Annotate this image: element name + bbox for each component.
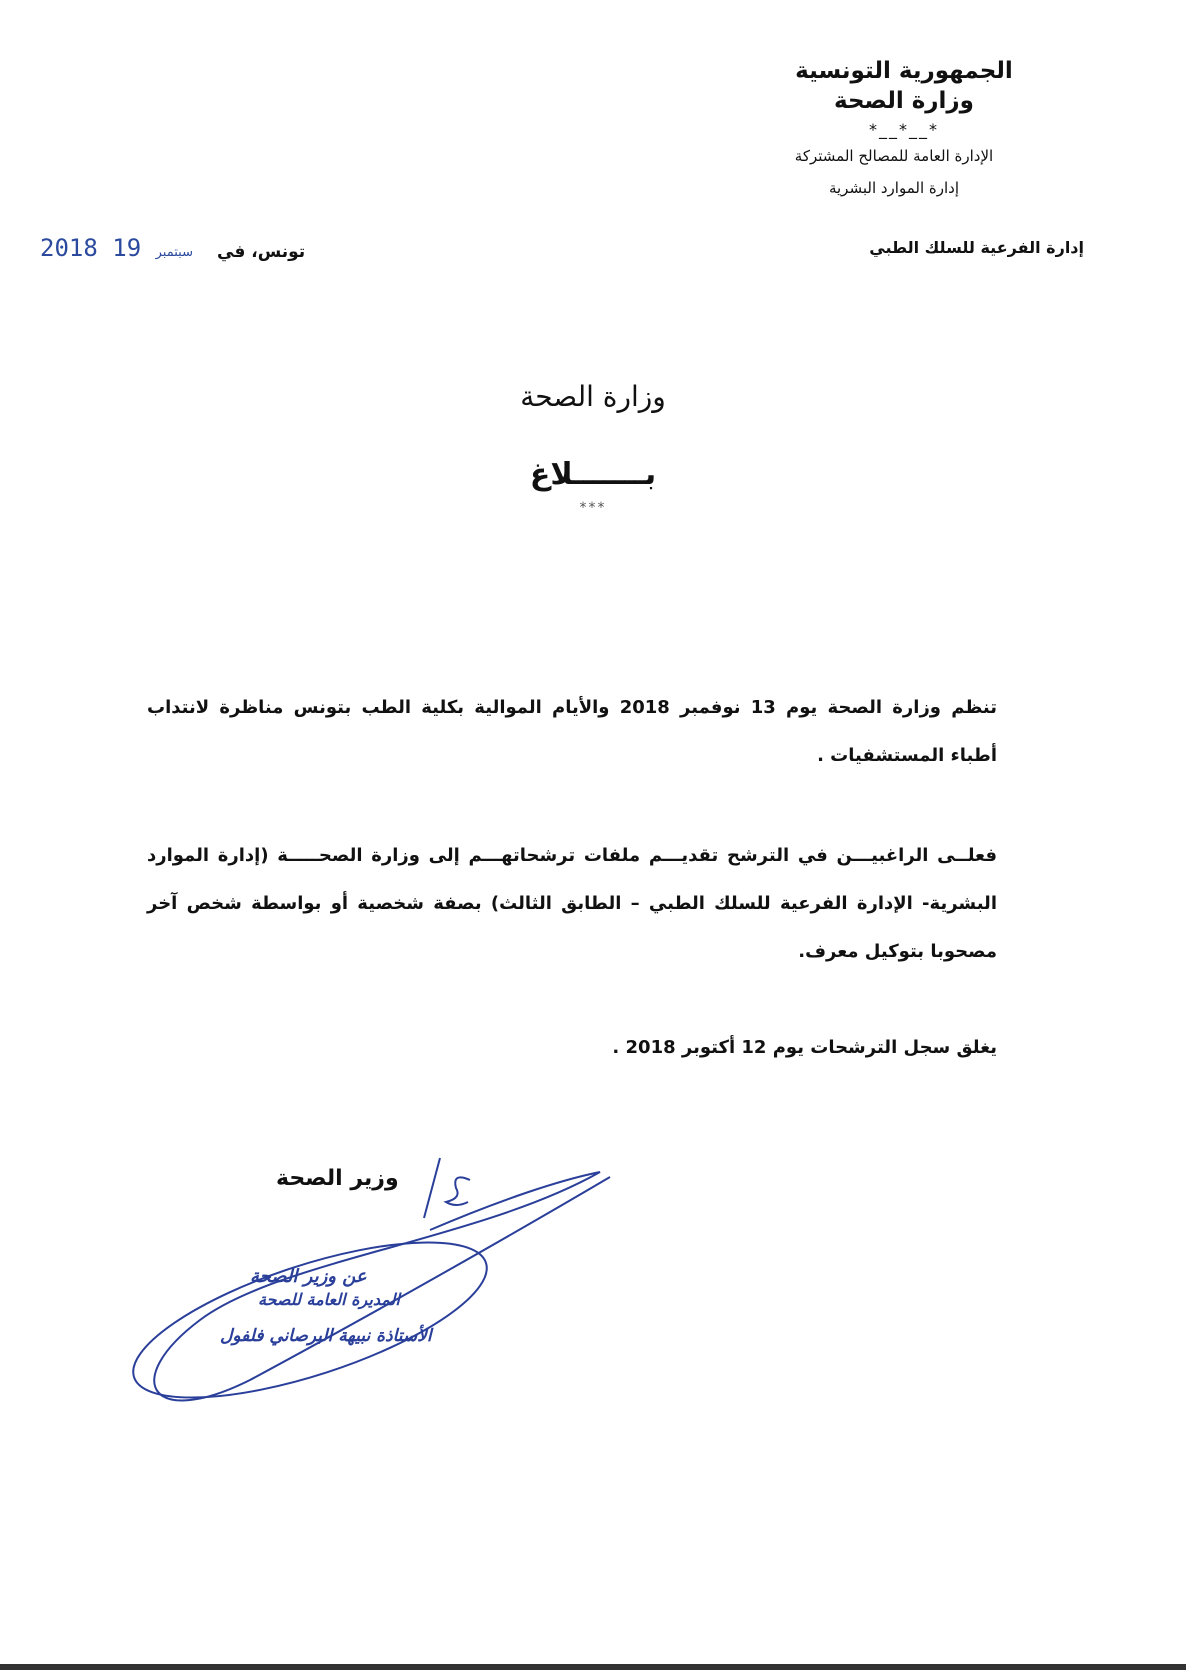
hr-directorate: إدارة الموارد البشرية <box>828 179 960 197</box>
stamp-line-1: عن وزير الصحة <box>250 1266 367 1287</box>
ministry-name: وزارة الصحة <box>834 88 974 114</box>
place-label: تونس، في <box>217 242 306 262</box>
republic-name: الجمهورية التونسية <box>795 58 1013 84</box>
date-stamp-year: 2018 <box>40 234 98 262</box>
signature-oval <box>117 1211 503 1430</box>
paragraph-deadline: يغلق سجل الترشحات يوم 12 أكتوبر 2018 . <box>612 1037 997 1058</box>
document-title: بـــــــلاغ <box>529 457 657 492</box>
sub-directorate: إدارة الفرعية للسلك الطبي <box>869 238 1084 257</box>
date-stamp-month: سبتمبر <box>155 245 193 260</box>
document-ministry-title: وزارة الصحة <box>520 380 666 413</box>
stamp-line-3: الأستاذة نبيهة البرصاني فلفول <box>220 1326 432 1346</box>
stamp-line-2: المديرة العامة للصحة <box>258 1290 400 1309</box>
signature-slash <box>424 1158 440 1218</box>
date-stamp-day: 19 <box>112 234 142 262</box>
signature-initial <box>446 1177 470 1205</box>
title-stars: *** <box>579 500 607 516</box>
general-directorate: الإدارة العامة للمصالح المشتركة <box>794 147 994 165</box>
scan-bottom-edge <box>0 1664 1186 1670</box>
header-separator: *__*__* <box>869 120 939 139</box>
signature-stroke <box>154 1172 610 1400</box>
paragraph-application: فعلــى الراغبيـــن في الترشح تقديـــم ملفات ترشحاتهـــم إلى وزارة الصحـــــة (إدارة الموارد البشرية- الإدارة الفرعية للسلك الطبي – الطابق الثالث) بصفة شخصية أو بواسطة شخص آخر مصحوبا بتوكيل معرف. <box>147 845 997 962</box>
paragraph-announcement: تنظم وزارة الصحة يوم 13 نوفمبر 2018 والأيام الموالية بكلية الطب بتونس مناظرة لانتداب أطباء المستشفيات . <box>147 697 997 766</box>
signatory-title: وزير الصحة <box>276 1166 399 1191</box>
